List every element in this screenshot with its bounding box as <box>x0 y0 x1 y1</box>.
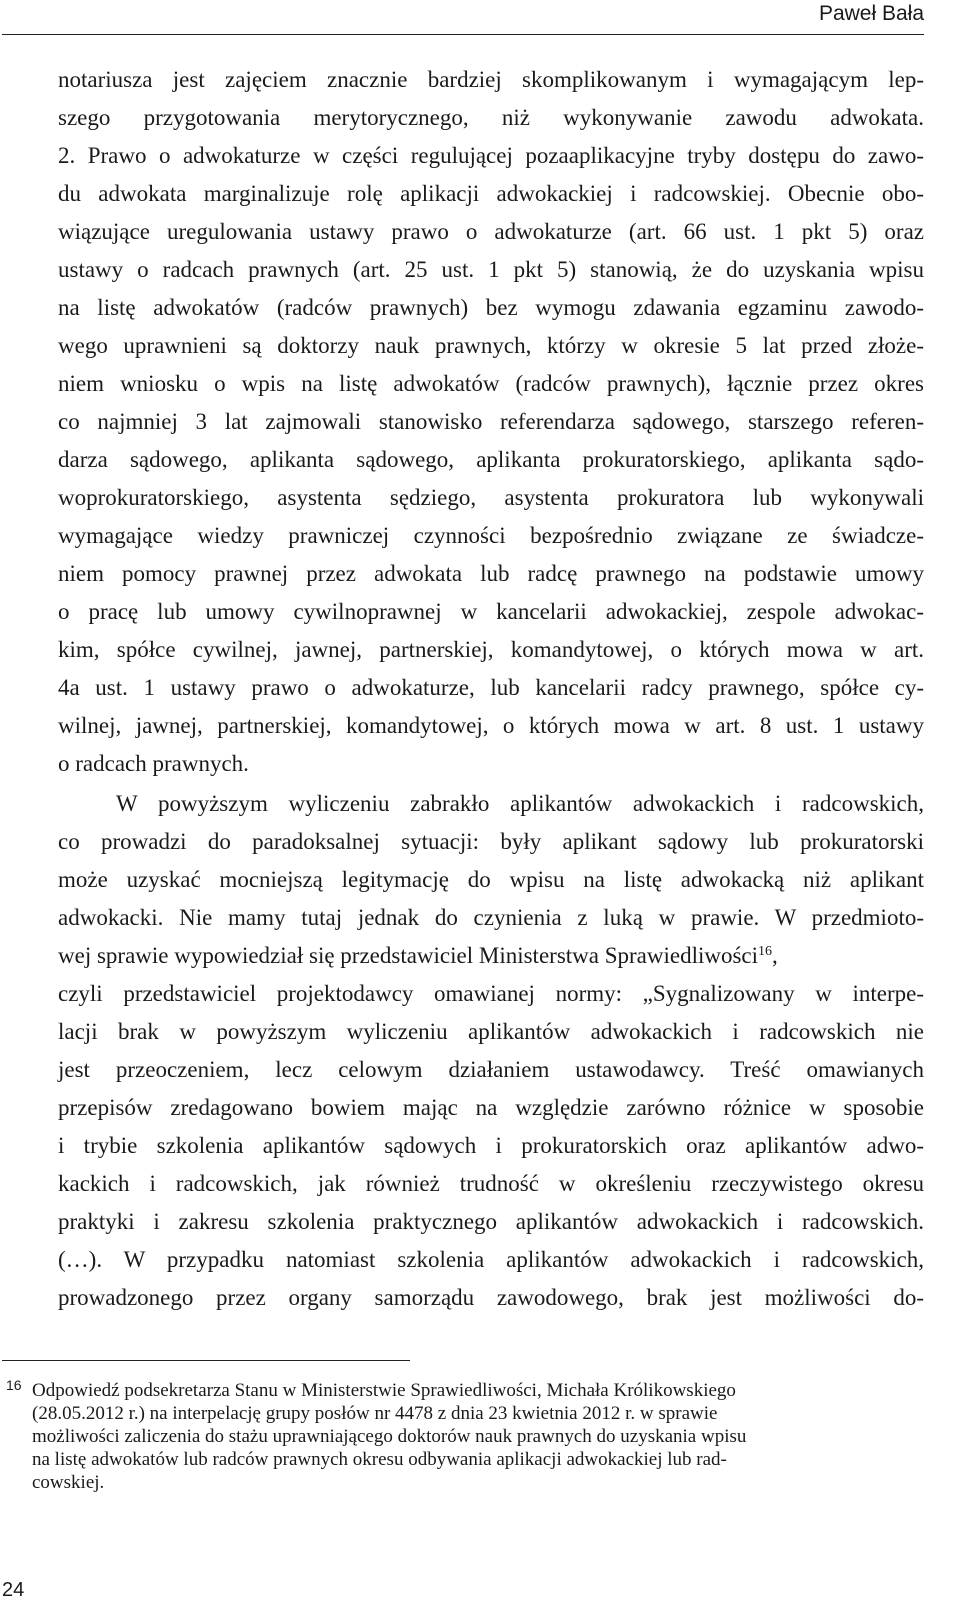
footnote-reference[interactable]: 16 <box>758 944 773 959</box>
body-line: o pracę lub umowy cywilnoprawnej w kancelarii adwokackiej, zespole adwokac- <box>58 599 924 624</box>
body-line: na listę adwokatów (radców prawnych) bez wymogu zdawania egzaminu zawodo- <box>58 295 924 320</box>
body-line: przepisów zredagowano bowiem mając na względzie zarówno różnice w sposobie <box>58 1095 924 1120</box>
body-line: (…). W przypadku natomiast szkolenia aplikantów adwokackich i radcowskich, <box>58 1247 924 1272</box>
body-line: czyli przedstawiciel projektodawcy omawianej normy: „Sygnalizowany w interpe- <box>58 981 924 1006</box>
body-line: lacji brak w powyższym wyliczeniu aplikantów adwokackich i radcowskich nie <box>58 1019 924 1044</box>
paragraph-first-line: W powyższym wyliczeniu zabrakło aplikantów adwokackich i radcowskich, <box>116 791 924 816</box>
body-line: kackich i radcowskich, jak również trudność w określeniu rzeczywistego okresu <box>58 1171 924 1196</box>
running-head: Paweł Bała <box>818 2 924 25</box>
footnote-ref-punctuation: , <box>772 943 778 968</box>
body-line: darza sądowego, aplikanta sądowego, aplikanta prokuratorskiego, aplikanta sądo- <box>58 447 924 472</box>
footnote-number: 16 <box>6 1377 22 1393</box>
body-line: wymagające wiedzy prawniczej czynności bezpośrednio związane ze świadcze- <box>58 523 924 548</box>
body-line: i trybie szkolenia aplikantów sądowych i prokuratorskich oraz aplikantów adwo- <box>58 1133 924 1158</box>
body-line: notariusza jest zajęciem znacznie bardziej skomplikowanym i wymagającym lep- <box>58 67 924 92</box>
footnote-line: na listę adwokatów lub radców prawnych okresu odbywania aplikacji adwokackiej lub rad- <box>32 1449 727 1470</box>
body-line: du adwokata marginalizuje rolę aplikacji adwokackiej i radcowskiej. Obecnie obo- <box>58 181 924 206</box>
body-line-text: wej sprawie wypowiedział się przedstawiciel Ministerstwa Sprawiedliwości <box>58 943 759 968</box>
body-line: o radcach prawnych. <box>58 751 249 776</box>
body-line: adwokacki. Nie mamy tutaj jednak do czynienia z luką w prawie. W przedmioto- <box>58 905 924 930</box>
body-line: wego uprawnieni są doktorzy nauk prawnych, którzy w okresie 5 lat przed złoże- <box>58 333 924 358</box>
body-line: jest przeoczeniem, lecz celowym działaniem ustawodawcy. Treść omawianych <box>58 1057 924 1082</box>
body-line: 2. Prawo o adwokaturze w części regulującej pozaaplikacyjne tryby dostępu do zawo- <box>58 143 924 168</box>
footnote-line: Odpowiedź podsekretarza Stanu w Ministerstwie Sprawiedliwości, Michała Królikowskiego <box>32 1380 736 1401</box>
body-line: niem pomocy prawnej przez adwokata lub radcę prawnego na podstawie umowy <box>58 561 924 586</box>
footnote-line: możliwości zaliczenia do stażu uprawniającego doktorów nauk prawnych do uzyskania wpisu <box>32 1426 747 1447</box>
body-line: co najmniej 3 lat zajmowali stanowisko referendarza sądowego, starszego referen- <box>58 409 924 434</box>
page-number: 24 <box>2 1579 25 1601</box>
body-line: wilnej, jawnej, partnerskiej, komandytowej, o których mowa w art. 8 ust. 1 ustawy <box>58 713 924 738</box>
body-line-with-footnote-ref <box>58 942 924 970</box>
footnote-line: (28.05.2012 r.) na interpelację grupy posłów nr 4478 z dnia 23 kwietnia 2012 r. w sprawie <box>32 1403 718 1424</box>
body-line: 4a ust. 1 ustawy prawo o adwokaturze, lub kancelarii radcy prawnego, spółce cy- <box>58 675 924 700</box>
body-line: woprokuratorskiego, asystenta sędziego, asystenta prokuratora lub wykonywali <box>58 485 924 510</box>
body-line: kim, spółce cywilnej, jawnej, partnerskiej, komandytowej, o których mowa w art. <box>58 637 924 662</box>
header-rule <box>2 34 924 35</box>
body-line: praktyki i zakresu szkolenia praktycznego aplikantów adwokackich i radcowskich. <box>58 1209 924 1234</box>
body-line: wiązujące uregulowania ustawy prawo o adwokaturze (art. 66 ust. 1 pkt 5) oraz <box>58 219 924 244</box>
footnote-line: cowskiej. <box>32 1472 105 1493</box>
body-line: szego przygotowania merytorycznego, niż wykonywanie zawodu adwokata. <box>58 105 924 130</box>
footnote-rule <box>2 1360 410 1361</box>
body-line: ustawy o radcach prawnych (art. 25 ust. 1 pkt 5) stanowią, że do uzyskania wpisu <box>58 257 924 282</box>
body-line: może uzyskać mocniejszą legitymację do wpisu na listę adwokacką niż aplikant <box>58 867 924 892</box>
body-line: co prowadzi do paradoksalnej sytuacji: były aplikant sądowy lub prokuratorski <box>58 829 924 854</box>
body-line: niem wniosku o wpis na listę adwokatów (radców prawnych), łącznie przez okres <box>58 371 924 396</box>
body-line: prowadzonego przez organy samorządu zawodowego, brak jest możliwości do- <box>58 1285 924 1310</box>
